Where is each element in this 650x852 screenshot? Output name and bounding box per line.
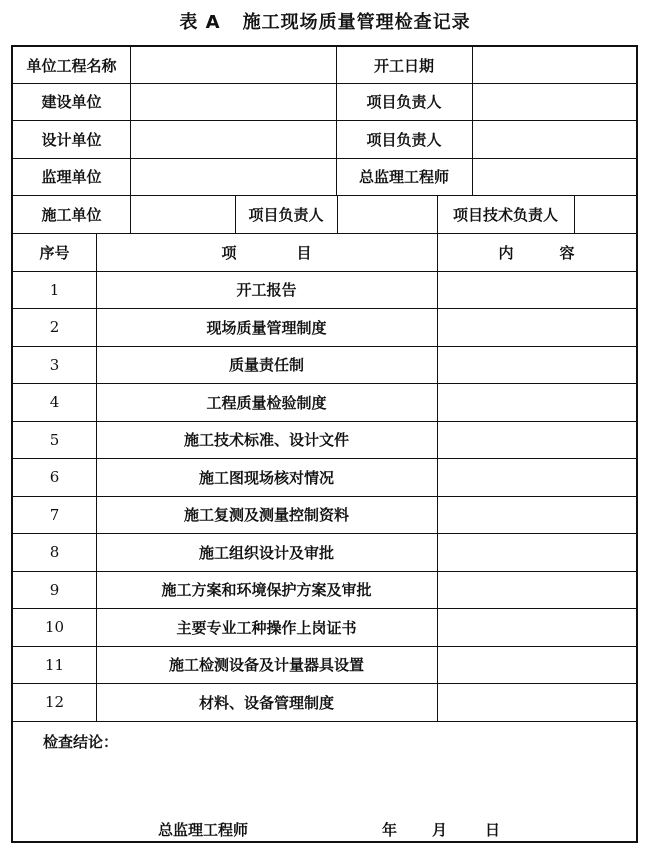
row-number: 10: [44, 618, 65, 636]
col-divider: [337, 195, 338, 233]
col-divider: [437, 233, 438, 721]
label-design-unit: 设计单位: [41, 130, 102, 149]
row-item: 施工复测及测量控制资料: [183, 506, 349, 524]
year-label: 年: [382, 821, 398, 839]
row-item: 工程质量检验制度: [206, 393, 327, 412]
row-number: 9: [49, 580, 60, 599]
label-tech-leader: 项目技术负责人: [452, 205, 558, 224]
inspection-record-table: [11, 45, 638, 843]
row-item: 施工方案和环境保护方案及审批: [161, 581, 372, 599]
row-number: 12: [44, 693, 65, 711]
row-number: 11: [44, 655, 65, 674]
col-divider: [574, 195, 575, 233]
row-number: 1: [49, 280, 60, 299]
table-name: 施工现场质量管理检查记录: [242, 12, 471, 33]
col-divider: [472, 47, 473, 196]
row-item: 主要专业工种操作上岗证书: [176, 618, 357, 637]
row-number: 7: [49, 505, 60, 524]
row-item: 质量责任制: [228, 356, 304, 374]
col-divider: [130, 195, 131, 233]
label-builder-unit: 施工单位: [41, 205, 102, 224]
label-unit-project-name: 单位工程名称: [26, 56, 117, 75]
column-header-item: 项目: [221, 243, 372, 262]
conclusion-label: 检查结论：: [43, 733, 119, 751]
row-number: 6: [49, 468, 60, 486]
table-code: 表 A: [179, 12, 221, 33]
row-divider: [13, 721, 636, 722]
month-label: 月: [432, 821, 448, 839]
label-chief-supervisor: 总监理工程师: [358, 168, 449, 186]
row-item: 开工报告: [236, 281, 297, 299]
row-number: 3: [49, 355, 60, 374]
label-project-leader: 项目负责人: [248, 205, 324, 224]
row-number: 4: [49, 393, 60, 411]
row-number: 8: [49, 543, 60, 561]
row-item: 施工技术标准、设计文件: [183, 431, 349, 449]
col-divider: [130, 47, 131, 196]
column-header-no: 序号: [39, 243, 70, 262]
label-construction-owner: 建设单位: [41, 93, 102, 111]
label-project-leader: 项目负责人: [366, 130, 442, 149]
column-header-content: 内容: [498, 243, 621, 262]
label-supervision-unit: 监理单位: [41, 168, 102, 186]
row-item: 施工图现场核对情况: [198, 468, 334, 487]
document-title: [0, 8, 650, 38]
row-item: 施工组织设计及审批: [198, 543, 334, 562]
chief-supervisor-signature-label: 总监理工程师: [158, 821, 249, 839]
row-number: 2: [49, 318, 60, 336]
label-project-leader: 项目负责人: [366, 93, 442, 111]
day-label: 日: [485, 821, 501, 839]
row-number: 5: [49, 430, 60, 449]
row-item: 材料、设备管理制度: [198, 693, 334, 712]
label-start-date: 开工日期: [373, 56, 434, 75]
row-item: 施工检测设备及计量器具设置: [168, 656, 364, 674]
row-item: 现场质量管理制度: [206, 318, 327, 337]
